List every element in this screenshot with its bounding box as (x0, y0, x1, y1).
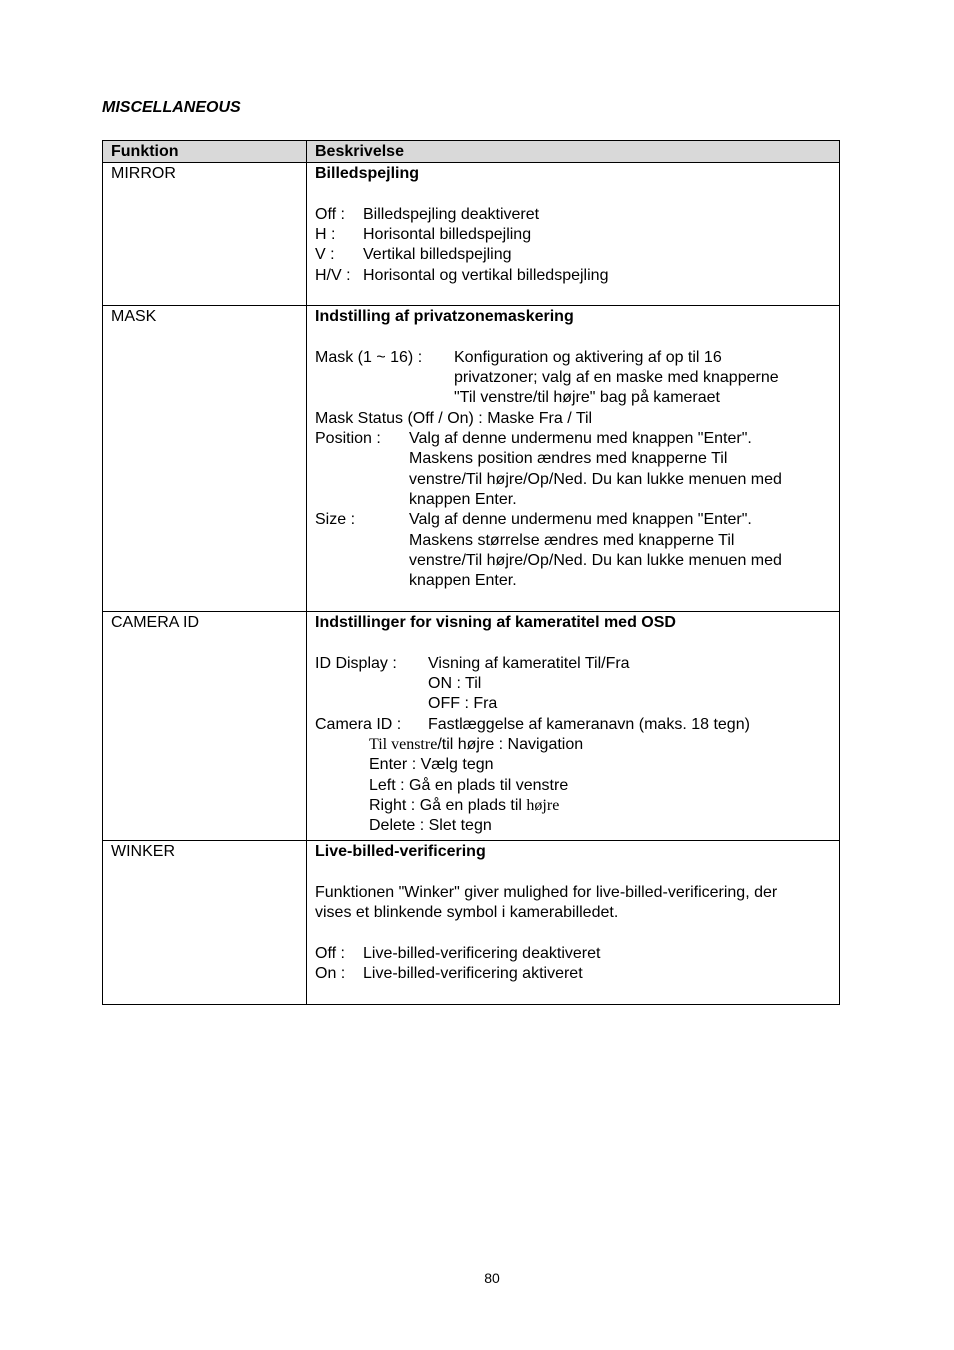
winker-heading: Live-billed-verificering (315, 843, 486, 861)
mask-status-line: Mask Status (Off / On) : Maske Fra / Til (315, 409, 593, 427)
mirror-option: H : Horisontal billedspejling (315, 226, 532, 244)
table-row-camera-id (103, 612, 840, 841)
function-name-mirror: MIRROR (103, 163, 307, 306)
winker-option: Off : Live-billed-verificering deaktiveret (315, 944, 601, 962)
mirror-heading: Billedspejling (315, 165, 420, 183)
camera-id-entry: Camera ID : Fastlæggelse af kameranavn (maks. 18 tegn) (315, 715, 750, 733)
description-mirror (307, 163, 840, 306)
mirror-option: V : Vertikal billedspejling (315, 246, 512, 264)
right-line: Right : Gå en plads til højre (369, 796, 560, 814)
mask-heading: Indstilling af privatzonemaskering (315, 308, 574, 326)
table-header-row (103, 141, 840, 163)
description-camera-id (307, 612, 840, 841)
description-mask (307, 306, 840, 612)
winker-description-line: Funktionen "Winker" giver mulighed for live-billed-verificering, der (315, 883, 778, 901)
page-number: 80 (484, 1270, 500, 1286)
mask-number-entry: Mask (1 ~ 16) : Konfiguration og aktivering af op til 16 privatzoner; valg af en maske med knapperne "Til venstre/til højre" bag på kameraet (315, 348, 779, 407)
mirror-option: H/V : Horisontal og vertikal billedspejling (315, 266, 609, 284)
winker-description-line: vises et blinkende symbol i kamerabilledet. (315, 904, 619, 922)
function-name-camera-id: CAMERA ID (103, 612, 307, 841)
camera-id-heading: Indstillinger for visning af kameratitel med OSD (315, 614, 676, 632)
winker-option: On : Live-billed-verificering aktiveret (315, 965, 583, 983)
mask-position-entry: Position : Valg af denne undermenu med knappen "Enter". Maskens position ændres med knapperne Til venstre/Til højre/Op/Ned. Du kan lukke menuen med knappen Enter. (315, 430, 782, 508)
mask-size-entry: Size : Valg af denne undermenu med knappen "Enter". Maskens størrelse ændres med knapperne Til venstre/Til højre/Op/Ned. Du kan lukke menuen med knappen Enter. (315, 511, 782, 590)
table-row-mask (103, 306, 840, 612)
header-funktion: Funktion (103, 141, 307, 163)
enter-line: Enter : Vælg tegn (369, 756, 494, 774)
function-name-mask: MASK (103, 306, 307, 612)
delete-line: Delete : Slet tegn (369, 817, 492, 835)
header-beskrivelse: Beskrivelse (307, 141, 840, 163)
function-name-winker: WINKER (103, 841, 307, 1005)
table-row-winker (103, 841, 840, 1005)
description-winker (307, 841, 840, 1005)
mirror-option: Off : Billedspejling deaktiveret (315, 205, 540, 223)
table-row-mirror (103, 163, 840, 306)
left-line: Left : Gå en plads til venstre (369, 776, 569, 794)
id-display-entry: ID Display : Visning af kameratitel Til/Fra ON : Til OFF : Fra (315, 654, 630, 713)
section-title: MISCELLANEOUS (102, 99, 241, 116)
navigation-line: Til venstre/til højre : Navigation (369, 736, 584, 754)
function-table (102, 140, 840, 1005)
